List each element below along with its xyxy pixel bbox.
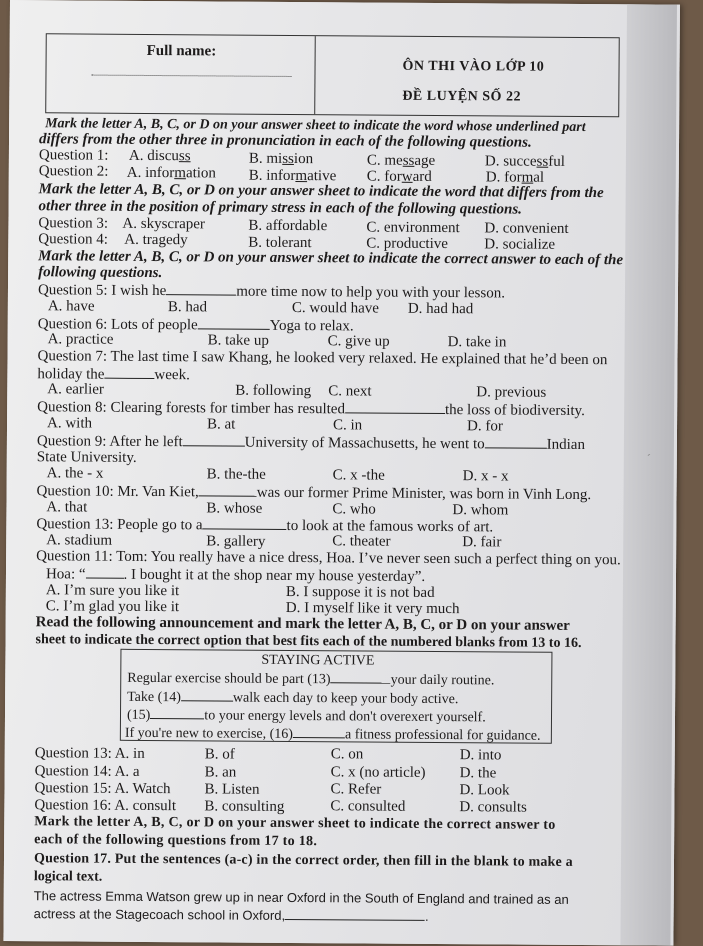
question-stem-line2: holiday the week.	[37, 366, 190, 384]
option-d: D. previous	[476, 384, 547, 401]
instruction-2-line2: other three in the position of primary stress in each of the following questions.	[38, 198, 523, 218]
option-d: D. fair	[462, 534, 502, 551]
question-stem-line2: logical text.	[33, 869, 103, 885]
name-dotted-line	[91, 75, 291, 77]
option-b: B. consulting	[204, 798, 285, 815]
instruction-5-line1: Mark the letter A, B, C, or D on your answer sheet to indicate the correct answer to	[34, 814, 556, 833]
option-d: D. into	[459, 747, 502, 764]
announcement-line-1: Regular exercise should be part (13) your daily routine.	[127, 670, 495, 689]
option-c: C. forward	[366, 168, 432, 185]
header-divider	[314, 36, 316, 114]
instruction-2-line1: Mark the letter A, B, C, or D on your answer sheet to indicate the word that differs from the	[38, 181, 604, 202]
option-c: C. message	[366, 152, 436, 169]
option-c: C. on	[330, 746, 364, 763]
option-c: C. productive	[366, 235, 449, 253]
option-a: A. tragedy	[124, 231, 188, 249]
option-d: D. for	[466, 418, 503, 435]
passage-line-2: actress at the Stagecoach school in Oxford, .	[33, 906, 429, 924]
question-label: Question 3:	[38, 215, 109, 232]
option-a: A. practice	[47, 331, 114, 348]
option-d: D. Look	[459, 782, 510, 799]
instruction-3-line2: following questions.	[38, 264, 163, 282]
passage-line-1: The actress Emma Watson grew up in near Oxford in the South of England and trained as an	[33, 888, 569, 907]
question-stem: Question 5: I wish he more time now to help you with your lesson.	[37, 282, 506, 302]
question-stem: Question 10: Mr. Van Kiet, was our former Prime Minister, was born in Vinh Long.	[36, 483, 592, 504]
option-d: D. socialize	[484, 236, 556, 253]
exam-subtitle: ĐỀ LUYỆN SỐ 22	[402, 88, 522, 105]
option-b: B. had	[167, 299, 208, 316]
option-d: D. had had	[407, 300, 474, 318]
option-b: B. mission	[248, 150, 314, 168]
option-d: D. take in	[447, 334, 507, 351]
option-c: C. in	[332, 417, 363, 434]
question-label-option-a: Question 16: A. consult	[34, 797, 177, 815]
question-stem-line2: State University.	[36, 449, 137, 466]
option-c: C. would have	[291, 299, 379, 317]
instruction-5-line2: each of the following questions from 17 to 18.	[34, 832, 318, 850]
option-a: A. I’m sure you like it	[45, 582, 180, 600]
instruction-3-line1: Mark the letter A, B, C, or D on your answer sheet to indicate the correct answer to each of the	[38, 248, 624, 269]
option-a: A. with	[46, 415, 93, 432]
option-b: B. of	[204, 746, 235, 763]
question-label-option-a: Question 13: A. in	[34, 745, 145, 762]
option-b: B. an	[204, 764, 237, 781]
full-name-label: Full name:	[146, 42, 217, 60]
question-stem: Question 7: The last time I saw Khang, he looked very relaxed. He explained that he’d been on	[37, 348, 608, 369]
option-b: B. whose	[206, 500, 263, 517]
page-edge-strip	[620, 4, 677, 945]
question-label-option-a: Question 14: A. a	[34, 763, 140, 780]
question-label: Question 4:	[38, 231, 108, 248]
exam-paper	[3, 0, 680, 946]
option-c: C. x -the	[332, 467, 385, 484]
option-b: B. informative	[248, 167, 337, 185]
option-b: B. gallery	[206, 533, 266, 550]
option-a: A. the - x	[46, 465, 104, 482]
option-b: B. at	[206, 416, 236, 433]
option-c: C. give up	[327, 333, 390, 350]
option-b: B. the-the	[206, 466, 266, 483]
question-label-option-a: Question 15: A. Watch	[34, 780, 171, 798]
question-label: Question 1:	[38, 147, 109, 164]
option-b: B. following	[235, 382, 312, 400]
instruction-1-line1: Mark the letter A, B, C, or D on your answer sheet to indicate the word whose underlined part	[45, 116, 586, 136]
question-stem: Question 9: After he left University of Massachusetts, he went to Indian	[36, 433, 586, 454]
option-a: A. discuss	[128, 147, 191, 165]
option-a: A. that	[46, 499, 88, 516]
announcement-title: STAYING ACTIVE	[261, 652, 375, 669]
option-b: B. affordable	[248, 217, 328, 235]
option-d: D. successful	[484, 153, 565, 170]
option-d: D. formal	[485, 169, 545, 186]
option-c: C. consulted	[330, 798, 406, 815]
question-stem-line2: Hoa: “ . I bought it at the shop near my house yesterday”.	[45, 566, 426, 585]
option-b: B. I suppose it is not bad	[285, 583, 435, 601]
option-d: D. convenient	[484, 220, 569, 237]
option-b: B. tolerant	[248, 234, 312, 252]
question-stem: Question 17. Put the sentences (a-c) in the correct order, then fill in the blank to make a	[33, 851, 573, 870]
option-a: A. earlier	[47, 381, 104, 398]
header-box	[45, 33, 620, 117]
option-c: C. x (no article)	[330, 764, 426, 781]
question-stem: Question 8: Clearing forests for timber has resulted the loss of biodiversity.	[37, 399, 585, 420]
instruction-1-line2: differs from the other three in pronunciation in each of the following questions.	[38, 131, 532, 151]
instruction-4-line2: sheet to indicate the correct option that best fits each of the numbered blanks from 13 to 16.	[35, 632, 582, 652]
option-a: A. information	[126, 164, 217, 182]
option-a: A. skyscraper	[122, 215, 205, 233]
announcement-line-4: If you're new to exercise, (16) a fitness professional for guidance.	[124, 725, 541, 744]
option-d: D. x - x	[462, 468, 509, 485]
announcement-box	[120, 649, 553, 744]
option-c: C. Refer	[330, 781, 382, 798]
exam-title: ÔN THI VÀO LỚP 10	[402, 58, 545, 75]
question-label: Question 2:	[38, 163, 109, 180]
option-c: C. next	[328, 383, 372, 400]
option-c: C. theater	[332, 533, 391, 550]
announcement-line-3: (15) to your energy levels and don't overexert yourself.	[126, 707, 486, 726]
accent-mark: ˊ	[646, 451, 651, 466]
option-a: A. stadium	[46, 532, 113, 549]
option-c: C. environment	[366, 219, 460, 237]
option-d: D. I myself like it very much	[285, 599, 460, 618]
instruction-4-line1: Read the following announcement and mark the letter A, B, C, or D on your answer	[35, 614, 570, 634]
option-c: C. I’m glad you like it	[45, 598, 180, 616]
option-d: D. consults	[459, 799, 527, 816]
question-stem: Question 13: People go to a to look at the famous works of art.	[36, 516, 494, 536]
option-b: B. Listen	[204, 781, 260, 798]
option-c: C. who	[332, 501, 376, 518]
question-stem: Question 11: Tom: You really have a nice dress, Hoa. I’ve never seen such a perfect thing on you.	[36, 548, 621, 569]
option-a: A. have	[47, 298, 95, 315]
question-stem: Question 6: Lots of people Yoga to relax.	[37, 316, 354, 335]
option-b: B. take up	[207, 332, 269, 349]
announcement-line-2: Take (14) walk each day to keep your body active.	[127, 689, 459, 708]
option-d: D. the	[459, 765, 497, 782]
option-d: D. whom	[452, 502, 509, 519]
